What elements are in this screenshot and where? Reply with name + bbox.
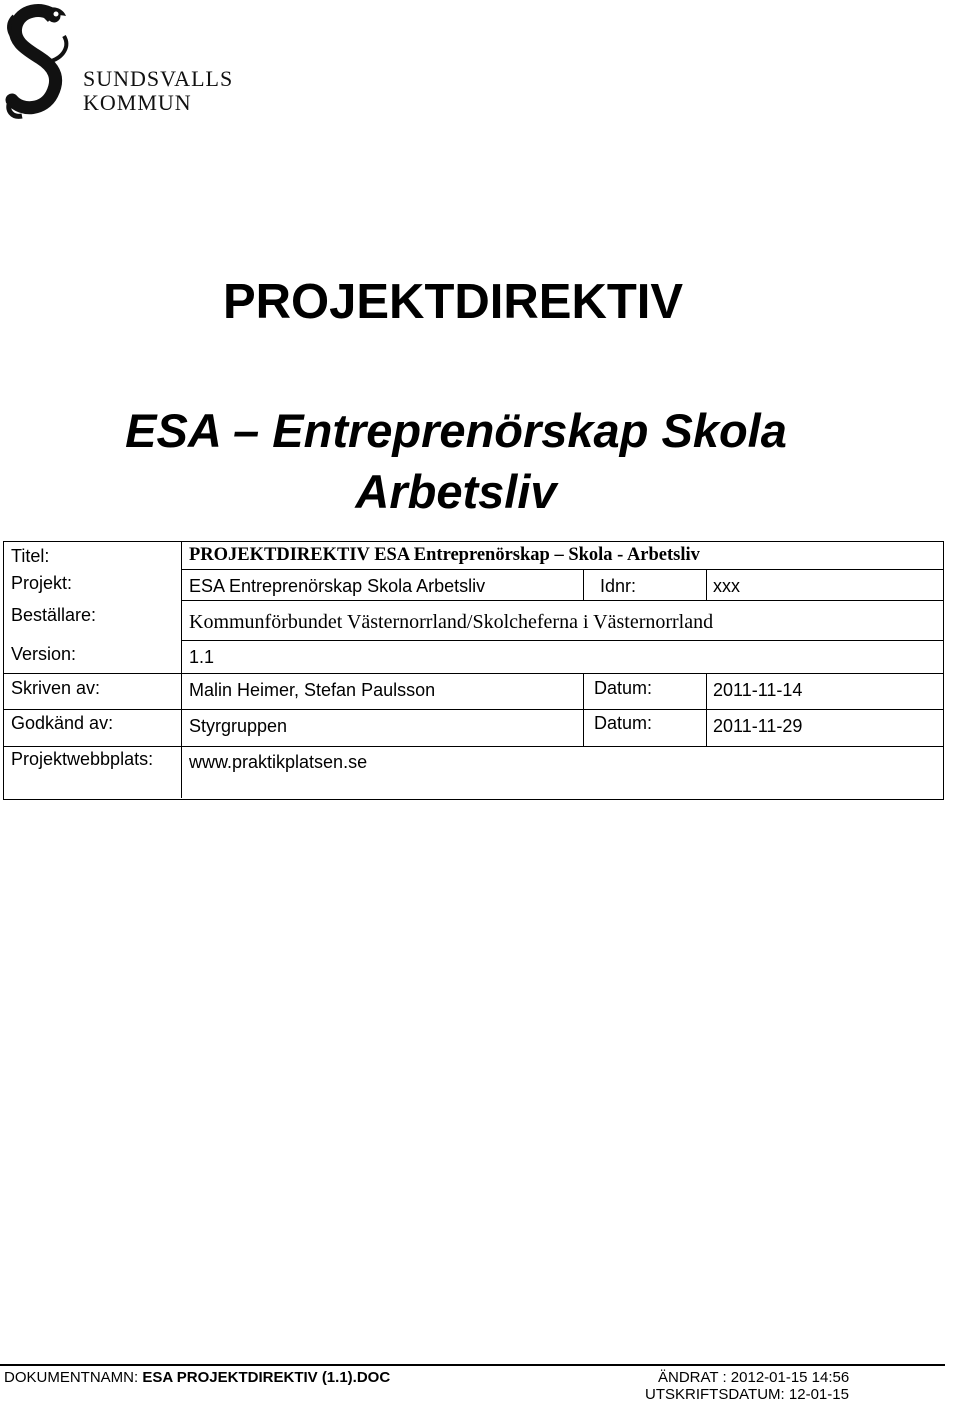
project-info-table bbox=[3, 541, 944, 800]
titel-value: PROJEKTDIREKTIV ESA Entreprenörskap – Skola - Arbetsliv bbox=[189, 545, 700, 565]
titel-label: Titel: bbox=[11, 546, 50, 566]
version-label: Version: bbox=[11, 644, 77, 664]
footer-andrat: ÄNDRAT : 2012-01-15 14:56 bbox=[658, 1369, 850, 1386]
sundsvalls-kommun-logo bbox=[4, 2, 244, 122]
skriven-value: Malin Heimer, Stefan Paulsson bbox=[189, 680, 436, 700]
table-rule bbox=[181, 640, 943, 641]
table-rule bbox=[4, 673, 943, 674]
godkand-datum-label: Datum: bbox=[594, 713, 653, 733]
table-divider bbox=[706, 569, 707, 600]
table-rule bbox=[181, 600, 943, 601]
subtitle-line-2: Arbetsliv bbox=[355, 465, 557, 518]
footer-docname bbox=[4, 1370, 390, 1385]
footer-rule bbox=[0, 1364, 945, 1366]
logo-name-line1: SUNDSVALLS bbox=[83, 66, 234, 91]
document-subtitle bbox=[0, 400, 912, 522]
skriven-datum-value: 2011-11-14 bbox=[713, 680, 803, 700]
godkand-datum-value: 2011-11-29 bbox=[713, 716, 803, 736]
skriven-datum-label: Datum: bbox=[594, 678, 653, 698]
idnr-label: Idnr: bbox=[600, 576, 637, 596]
godkand-value: Styrgruppen bbox=[189, 716, 288, 736]
godkand-label: Godkänd av: bbox=[11, 713, 114, 733]
table-divider bbox=[181, 542, 182, 798]
webb-label: Projektwebbplats: bbox=[11, 749, 154, 769]
footer-docname-label: DOKUMENTNAMN: bbox=[4, 1369, 143, 1386]
document-title: PROJEKTDIREKTIV bbox=[222, 275, 684, 329]
table-rule bbox=[4, 709, 943, 710]
table-divider bbox=[583, 673, 584, 746]
table-rule bbox=[181, 569, 943, 570]
footer-utskriftsdatum: UTSKRIFTSDATUM: 12-01-15 bbox=[645, 1386, 849, 1403]
idnr-value: xxx bbox=[713, 576, 740, 596]
bestallare-label: Beställare: bbox=[11, 605, 97, 625]
footer-docname-value: ESA PROJEKTDIREKTIV (1.1).DOC bbox=[142, 1369, 391, 1386]
projekt-value: ESA Entreprenörskap Skola Arbetsliv bbox=[189, 576, 486, 596]
logo-name-line2: KOMMUN bbox=[83, 90, 192, 115]
version-value: 1.1 bbox=[189, 647, 215, 667]
skriven-label: Skriven av: bbox=[11, 678, 101, 698]
table-rule bbox=[4, 746, 943, 747]
webb-value: www.praktikplatsen.se bbox=[189, 752, 368, 772]
projekt-label: Projekt: bbox=[11, 573, 73, 593]
subtitle-line-1: ESA – Entreprenörskap Skola bbox=[125, 404, 787, 457]
bestallare-value: Kommunförbundet Västernorrland/Skolcheferna i Västernorrland bbox=[189, 611, 714, 633]
table-divider bbox=[706, 673, 707, 746]
table-divider bbox=[583, 569, 584, 600]
dragon-s-emblem-icon bbox=[4, 2, 76, 122]
